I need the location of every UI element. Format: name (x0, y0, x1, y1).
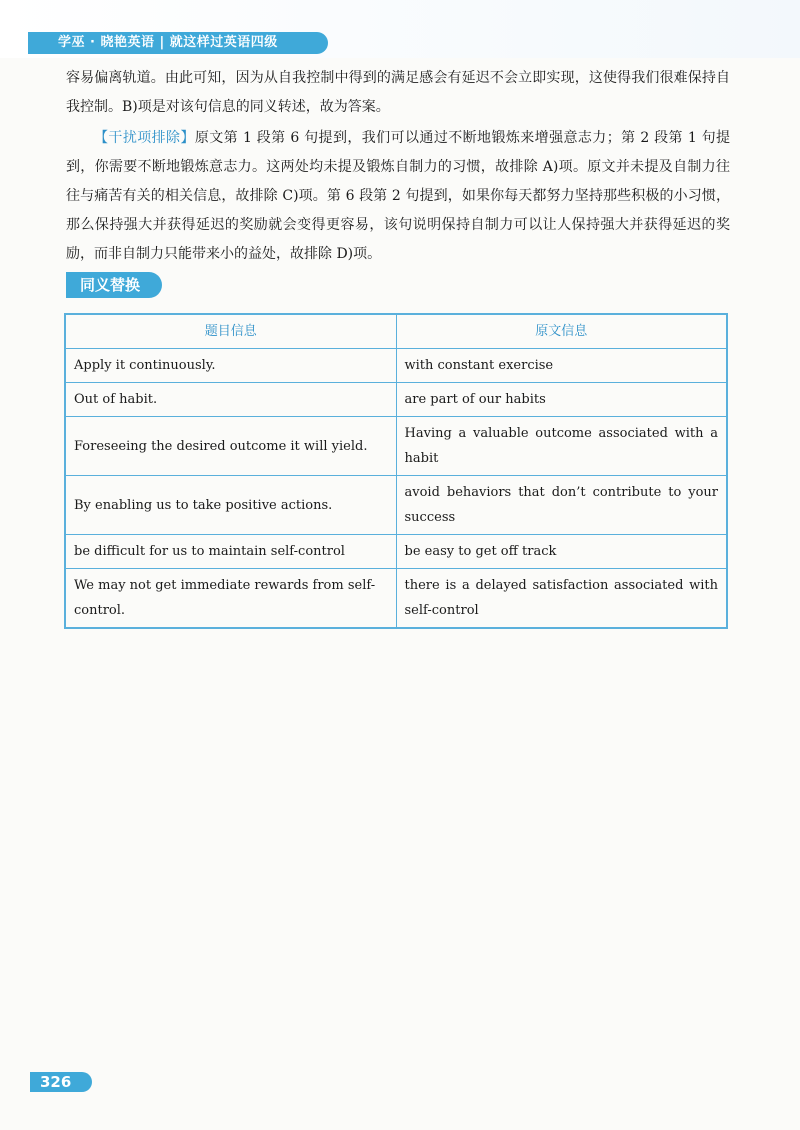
cell-question: Apply it continuously. (65, 349, 396, 383)
table-row (65, 349, 727, 383)
page-number: 326 (30, 1072, 92, 1092)
table-row (65, 569, 727, 629)
paragraph-1: 容易偏离轨道。由此可知，因为从自我控制中得到的满足感会有延迟不会立即实现，这使得我们很难保持自我控制。B)项是对该句信息的同义转述，故为答案。 (66, 70, 730, 115)
cell-original: with constant exercise (396, 349, 727, 383)
running-header: 学巫 · 晓艳英语 | 就这样过英语四级 (28, 32, 328, 54)
header-question-info: 题目信息 (65, 314, 396, 349)
paragraph-2-text: 原文第 1 段第 6 句提到，我们可以通过不断地锻炼来增强意志力；第 2 段第 1 句提到，你需要不断地锻炼意志力。这两处均未提及锻炼自制力的习惯，故排除 A)项。原文并未提及自制力往往与痛苦有关的相关信息，故排除 C)项。第 6 段第 2 句提到，如果你每天都努力坚持那些积极的小习惯，那么保持强大并获得延迟的奖励就会变得更容易，该句说明保持自制力可以让人保持强大并获得延迟的奖励，而非自制力只能带来小的益处，故排除 D)项。 (66, 130, 730, 262)
paragraph-2 (66, 124, 730, 269)
cell-original: avoid behaviors that don’t contribute to your success (396, 476, 727, 535)
distractor-tag: 【干扰项排除】 (94, 130, 195, 146)
cell-question: be difficult for us to maintain self-control (65, 535, 396, 569)
cell-question: Out of habit. (65, 383, 396, 417)
cell-original: there is a delayed satisfaction associated with self-control (396, 569, 727, 629)
cell-question: Foreseeing the desired outcome it will yield. (65, 417, 396, 476)
table-row (65, 417, 727, 476)
body-text-block (66, 64, 730, 269)
cell-original: be easy to get off track (396, 535, 727, 569)
cell-original: Having a valuable outcome associated with a habit (396, 417, 727, 476)
synonym-table (64, 313, 728, 629)
cell-original: are part of our habits (396, 383, 727, 417)
table-row (65, 535, 727, 569)
header-original-info: 原文信息 (396, 314, 727, 349)
cell-question: We may not get immediate rewards from self-control. (65, 569, 396, 629)
table-row (65, 476, 727, 535)
cell-question: By enabling us to take positive actions. (65, 476, 396, 535)
section-title: 同义替换 (66, 272, 162, 298)
table-row (65, 383, 727, 417)
table-header-row (65, 314, 727, 349)
